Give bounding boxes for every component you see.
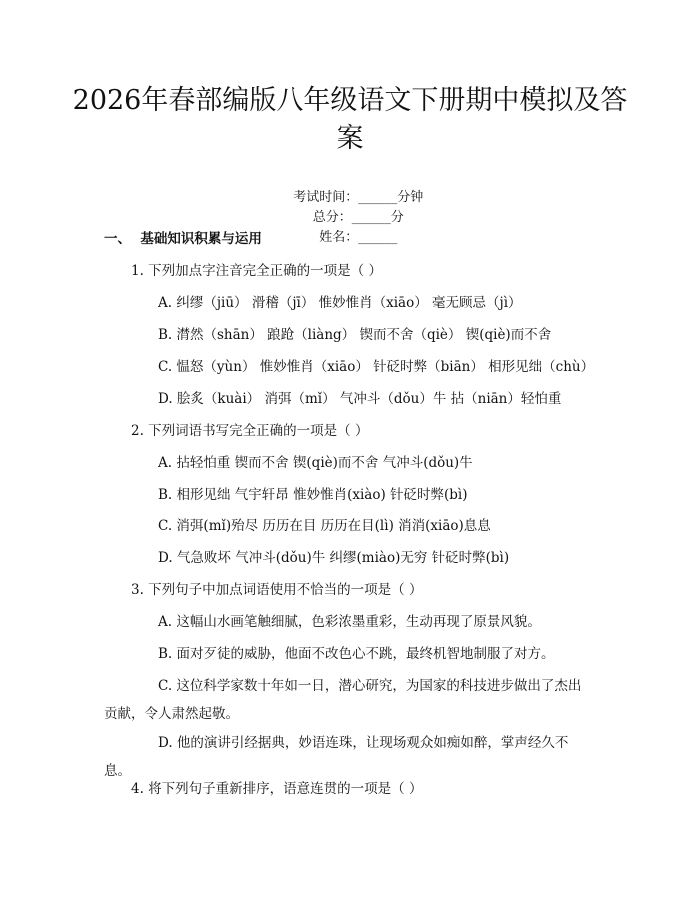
total-score-field: 总分：______分 [312, 210, 404, 225]
question-1-option-c: C. 愠怒（yùn） 惟妙惟肖（xiāo） 针砭时弊（biān） 相形见绌（chù） [158, 359, 595, 375]
question-2-option-c: C. 消弭(mǐ)殆尽 历历在目 历历在目(lì) 消消(xiāo)息息 [158, 518, 491, 534]
question-3-option-d: D. 他的演讲引经据典，妙语连珠，让现场观众如痴如醉，掌声经久不息。 [104, 735, 569, 779]
question-1-option-b: B. 潸然（shān） 踉跄（liàng） 锲而不舍（qiè） 锲(qiè)而不舍 [158, 327, 552, 343]
question-2-stem: 2. 下列词语书写完全正确的一项是（ ） [131, 423, 369, 439]
exam-meta-line [0, 168, 700, 268]
question-3-option-a: A. 这幅山水画笔触细腻，色彩浓墨重彩，生动再现了原景风貌。 [158, 614, 541, 630]
question-1-stem: 1. 下列加点字注音完全正确的一项是（ ） [131, 263, 382, 279]
question-4-stem: 4. 将下列句子重新排序，语意连贯的一项是（ ） [131, 781, 423, 797]
student-name-field: 姓名：______ [319, 230, 398, 245]
question-2-option-d: D. 气急败坏 气冲斗(dǒu)牛 纠缪(miào)无穷 针砭时弊(bì) [158, 550, 510, 566]
question-1-option-d: D. 脍炙（kuài） 消弭（mǐ） 气冲斗（dǒu）牛 拈（niān）轻怕重 [158, 391, 562, 407]
page-title: 2026年春部编版八年级语文下册期中模拟及答案 [72, 85, 628, 154]
question-1-option-a: A. 纠缪（jiū） 滑稽（jī） 惟妙惟肖（xiāo） 毫无顾忌（jì） [158, 295, 522, 311]
question-3-option-b: B. 面对歹徒的威胁，他面不改色心不跳，最终机智地制服了对方。 [158, 646, 555, 662]
section-heading: 一、 基础知识积累与运用 [104, 231, 262, 247]
exam-time-field: 考试时间：______分钟 [293, 190, 424, 205]
question-3-stem: 3. 下列句子中加点词语使用不恰当的一项是（ ） [131, 582, 423, 598]
question-3-option-c: C. 这位科学家数十年如一日，潜心研究，为国家的科技进步做出了杰出贡献，令人肃然起敬。 [104, 678, 582, 722]
question-2-option-a: A. 拈轻怕重 锲而不舍 锲(qiè)而不舍 气冲斗(dǒu)牛 [158, 455, 473, 471]
question-2-option-b: B. 相形见绌 气宇轩昂 惟妙惟肖(xiào) 针砭时弊(bì) [158, 487, 468, 503]
